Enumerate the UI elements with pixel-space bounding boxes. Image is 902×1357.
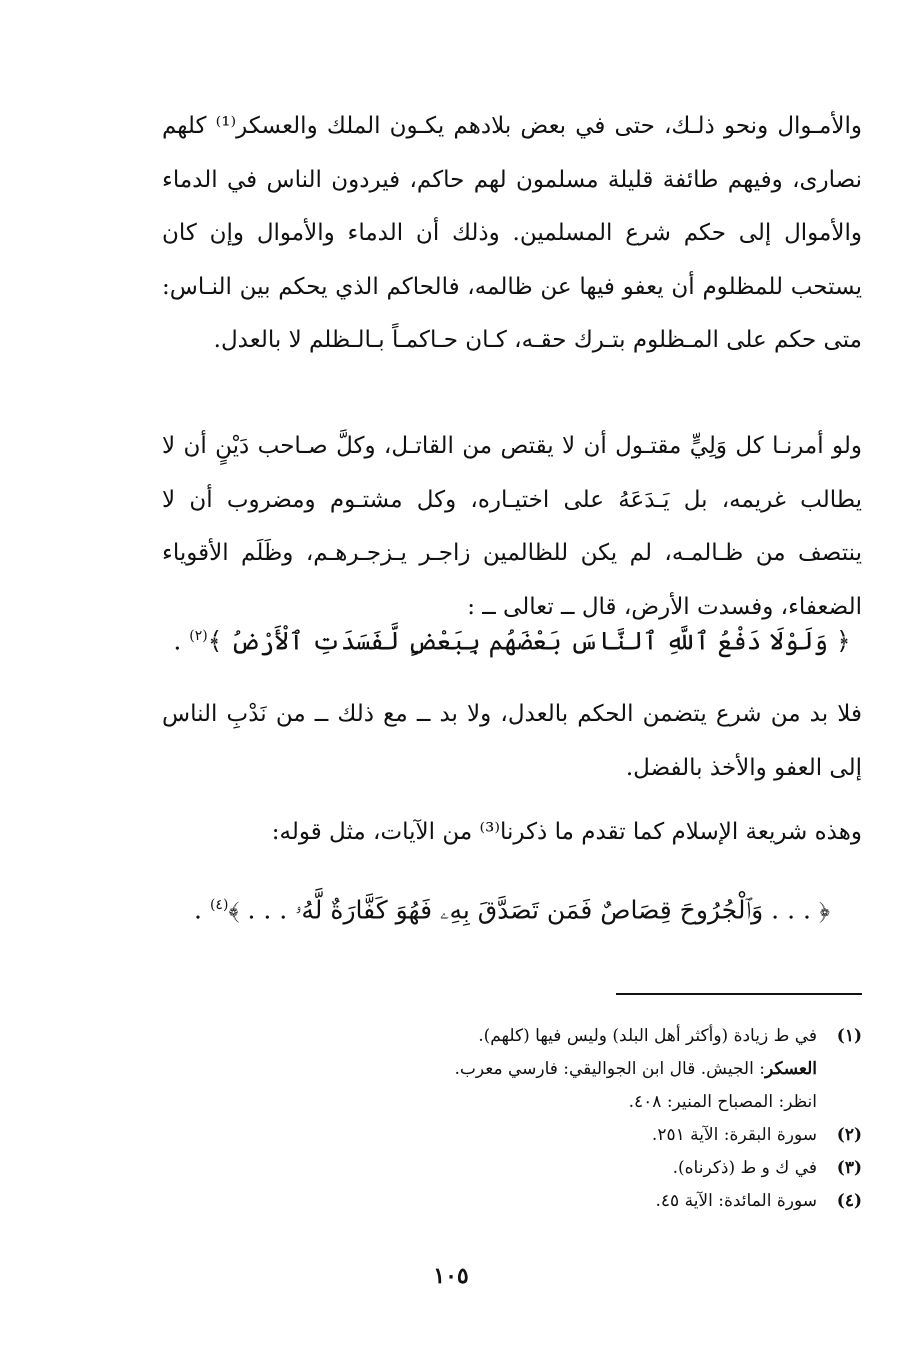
verse-open-bracket: ﴿ xyxy=(818,895,830,925)
footnote-number: (٢) xyxy=(836,1125,862,1145)
footnote-3 xyxy=(162,1152,862,1185)
footnotes xyxy=(162,1020,862,1218)
footnote-2 xyxy=(162,1119,862,1152)
footnote-text: في ط زيادة (وأكثر أهل البلد) وليس فيها (كلهم). xyxy=(478,1026,817,1046)
quran-verse-1 xyxy=(162,611,862,666)
footnote-1 xyxy=(162,1020,862,1053)
paragraph-3: فلا بد من شرع يتضمن الحكم بالعدل، ولا بد ــ مع ذلك ــ من نَدْبِ الناس إلى العفو والأخذ بالفضل. xyxy=(162,701,862,781)
verse-end-mark: . xyxy=(173,626,190,656)
footnote-number: (٤) xyxy=(836,1191,862,1211)
footnote-number: (١) xyxy=(836,1026,862,1046)
verse-close-bracket: ﴾ xyxy=(228,895,240,925)
footnote-divider xyxy=(616,993,862,995)
footnote-text: : الجيش. قال ابن الجواليقي: فارسي معرب. xyxy=(454,1059,765,1079)
page-number: ١٠٥ xyxy=(433,1263,469,1289)
verse-end-mark: . xyxy=(194,895,210,925)
verse-text: وَلَوْلَا دَفْعُ ٱللَّهِ ٱلنَّاسَ بَعْضَهُم بِبَعْضٍ لَّفَسَدَتِ ٱلْأَرْضُ xyxy=(230,626,828,656)
footnote-text: انظر: المصباح المنير: ٤٠٨. xyxy=(628,1092,817,1112)
footnote-number: (٣) xyxy=(836,1158,862,1178)
footnote-text: سورة المائدة: الآية ٤٥. xyxy=(655,1191,817,1211)
verse-text: . . . وَٱلْجُرُوحَ قِصَاصٌ فَمَن تَصَدَّقَ بِهِۦ فَهُوَ كَفَّارَةٌ لَّهُۥ . . . xyxy=(247,895,811,925)
footnote-4 xyxy=(162,1185,862,1218)
footnote-1-continuation xyxy=(162,1053,862,1086)
footnote-1-continuation xyxy=(162,1086,862,1119)
paragraph-2: ولو أمرنـا كل وَلِيٍّ مقتـول أن لا يقتص من القاتـل، وكلَّ صـاحب دَيْنٍ أن لا يطالب غريمه، بل يَـدَعَهُ على اختيـاره، وكل مشتـوم ومضروب أن لا ينتصف من ظـالمـه، لم يكن للظالمين زاجـر يـزجـرهـم، وظَلَم الأقوياء الضعفاء، وفسدت الأرض، قال ــ تعالى ــ : xyxy=(162,433,862,620)
footnote-ref: (٢) xyxy=(189,628,208,644)
footnote-text: سورة البقرة: الآية ٢٥١. xyxy=(651,1125,817,1145)
footnote-ref: (٤) xyxy=(209,897,229,913)
verse-close-bracket: ﴾ xyxy=(207,626,223,656)
quran-verse-2 xyxy=(162,880,862,935)
footnote-text: في ك و ط (ذكرناه). xyxy=(672,1158,817,1178)
footnote-bold-term: العسكر xyxy=(764,1059,817,1079)
paragraph-1: والأمـوال ونحو ذلـك، حتى في بعض بلادهم يكـون الملك والعسكر⁽¹⁾ كلهم نصارى، وفيهم طائفة قليلة مسلمون لهم حاكم، فيردون الناس في الدماء والأموال إلى حكم شرع المسلمين. وذلك أن الدماء والأموال وإن كان يستحب للمظلوم أن يعفو فيها عن ظالمه، فالحاكم الذي يحكم بين النـاس: متى حكم على المـظلوم بتـرك حقـه، كـان حـاكمـاً بـالـظلم لا بالعدل. xyxy=(162,113,862,353)
paragraph-4: وهذه شريعة الإسلام كما تقدم ما ذكرنا⁽³⁾ من الآيات، مثل قوله: xyxy=(271,819,862,845)
verse-open-bracket: ﴿ xyxy=(835,626,851,656)
